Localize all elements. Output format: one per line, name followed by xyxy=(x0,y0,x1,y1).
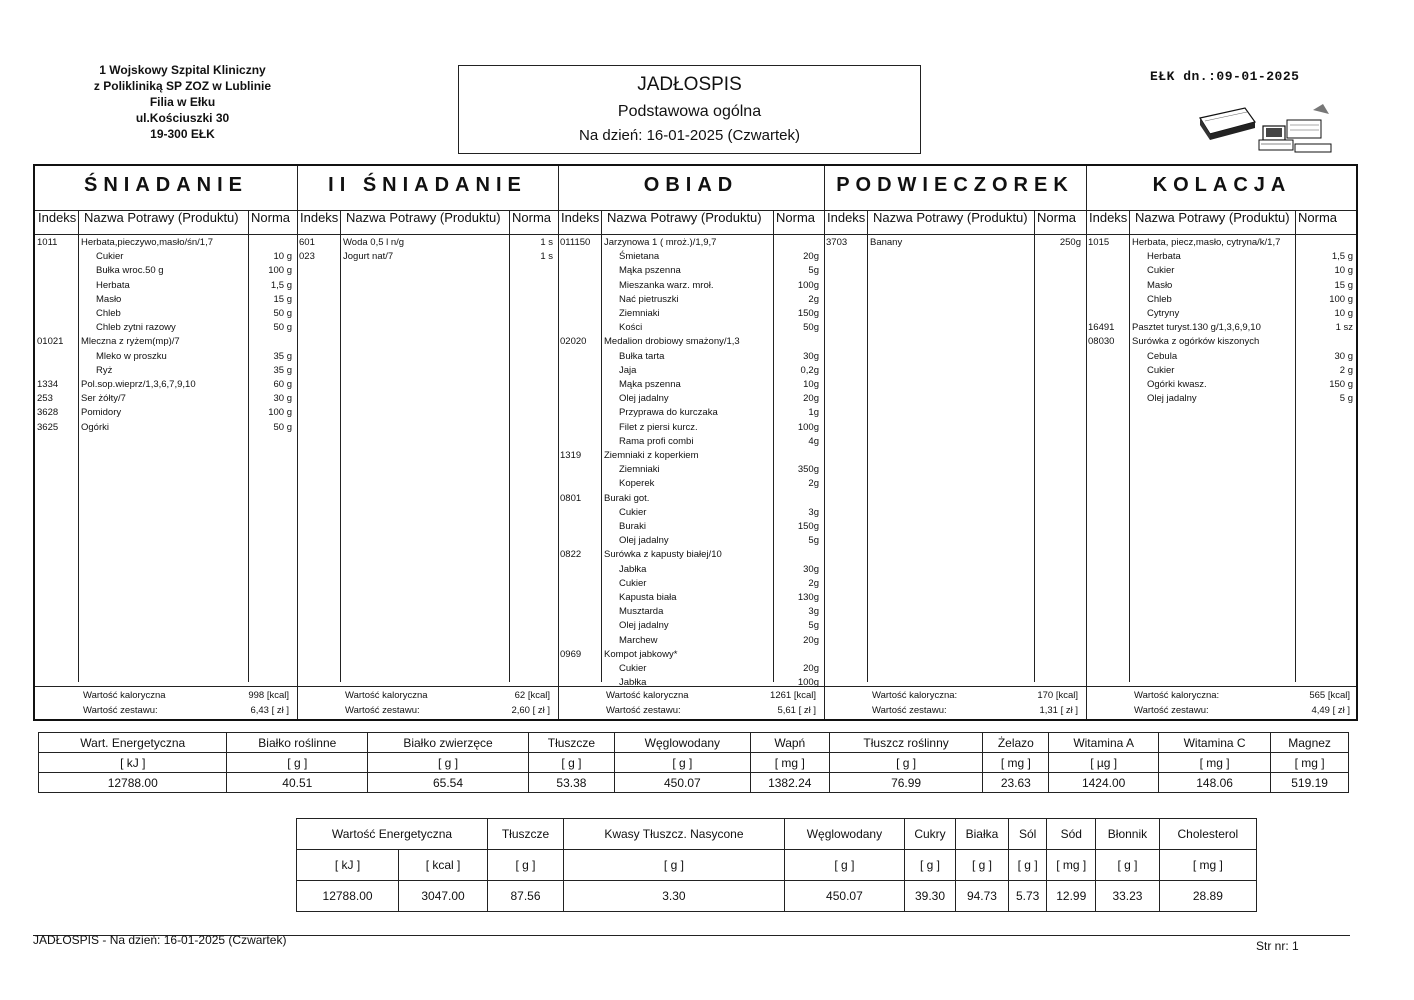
row-norm: 100g xyxy=(797,279,819,291)
row-norm: 130g xyxy=(797,592,819,603)
row-norm: 1,5 g xyxy=(1331,251,1353,263)
calorie-label: Wartość kaloryczna: xyxy=(1134,690,1220,701)
row-norm: 100 g xyxy=(1329,293,1353,305)
summary-header: Sól xyxy=(1008,819,1046,850)
row-name: Cukier xyxy=(96,251,124,263)
nutrient-header: Żelazo xyxy=(983,733,1049,753)
row-name: Przyprawa do kurczaka xyxy=(619,407,718,419)
row-norm: 3g xyxy=(808,606,819,618)
row-norm: 10 g xyxy=(1334,265,1353,277)
summary-value: 28.89 xyxy=(1159,881,1256,912)
row-index: 02020 xyxy=(560,336,587,348)
summary-unit: [ g ] xyxy=(487,850,563,881)
meal-title: II ŚNIADANIE xyxy=(328,174,527,196)
row-index: 1334 xyxy=(37,379,59,390)
column-divider xyxy=(78,210,79,682)
column-header-norm: Norma xyxy=(512,210,552,225)
row-norm: 100 g xyxy=(268,265,292,277)
row-name: Mąka pszenna xyxy=(619,265,681,277)
summary-header: Tłuszcze xyxy=(487,819,563,850)
row-index: 601 xyxy=(299,237,315,248)
row-norm: 15 g xyxy=(1334,279,1353,291)
row-name: Jarzynowa 1 ( mroż.)/1,9,7 xyxy=(604,237,717,248)
row-norm: 150 g xyxy=(1329,379,1353,390)
calorie-label: Wartość kaloryczna: xyxy=(872,690,958,701)
row-norm: 100 g xyxy=(268,407,292,419)
nutrient-value: 148.06 xyxy=(1159,773,1271,793)
nutrient-unit: [ µg ] xyxy=(1049,753,1159,773)
row-name: Olej jadalny xyxy=(619,535,669,547)
summary-unit: [ mg ] xyxy=(1047,850,1096,881)
row-name: Pasztet turyst.130 g/1,3,6,9,10 xyxy=(1132,322,1261,334)
row-norm: 5 g xyxy=(1339,393,1353,405)
summary-header: Błonnik xyxy=(1096,819,1160,850)
column-header-norm: Norma xyxy=(1037,210,1077,225)
summary-value: 12788.00 xyxy=(297,881,399,912)
row-index: 3628 xyxy=(37,407,59,419)
column-header-norm: Norma xyxy=(251,210,291,225)
nutrient-value-row xyxy=(39,773,1349,793)
hospital-line: 1 Wojskowy Szpital Kliniczny xyxy=(99,63,266,77)
calorie-value: 565 [kcal] xyxy=(1309,690,1350,701)
row-norm: 15 g xyxy=(273,293,292,305)
row-name: Cukier xyxy=(1147,265,1175,277)
summary-unit: [ g ] xyxy=(955,850,1008,881)
row-index: 3703 xyxy=(826,237,848,248)
nutrient-unit: [ mg ] xyxy=(750,753,829,773)
row-norm: 3g xyxy=(808,506,819,518)
row-name: Masło xyxy=(96,293,122,305)
row-name: Olej jadalny xyxy=(619,620,669,632)
cost-value: 5,61 [ zł ] xyxy=(777,705,816,716)
row-norm: 150g xyxy=(797,521,819,532)
cost-value: 6,43 [ zł ] xyxy=(250,705,289,716)
column-divider xyxy=(509,210,510,682)
calorie-label: Wartość kaloryczna xyxy=(83,690,166,701)
row-index: 16491 xyxy=(1088,322,1115,334)
column-header-name: Nazwa Potrawy (Produktu) xyxy=(84,210,239,225)
nutrient-unit: [ g ] xyxy=(368,753,529,773)
row-norm: 150g xyxy=(797,308,819,319)
row-index: 1319 xyxy=(560,450,582,461)
energy-header: Wartość Energetyczna xyxy=(297,819,488,850)
nutrient-value: 40.51 xyxy=(227,773,368,793)
column-divider xyxy=(1086,166,1087,719)
row-norm: 35 g xyxy=(273,364,292,376)
column-header-name: Nazwa Potrawy (Produktu) xyxy=(607,210,762,225)
row-name: Surówka z ogórków kiszonych xyxy=(1132,336,1260,348)
row-name: Jaja xyxy=(619,364,637,376)
row-name: Ser żółty/7 xyxy=(81,393,126,405)
row-norm: 1 sz xyxy=(1335,322,1353,334)
hospital-line: ul.Kościuszki 30 xyxy=(135,111,230,125)
row-name: Kapusta biała xyxy=(619,592,677,603)
summary-header: Cholesterol xyxy=(1159,819,1256,850)
column-header-index: Indeks xyxy=(300,210,339,225)
column-header-name: Nazwa Potrawy (Produktu) xyxy=(346,210,501,225)
row-norm: 1 s xyxy=(540,251,553,263)
row-norm: 5g xyxy=(808,535,819,547)
nutrient-header: Tłuszcz roślinny xyxy=(829,733,983,753)
row-norm: 30g xyxy=(803,350,819,362)
nutrient-header: Wapń xyxy=(750,733,829,753)
nutrient-value: 76.99 xyxy=(829,773,983,793)
row-name: Mleczna z ryżem(mp)/7 xyxy=(81,336,180,348)
row-norm: 20g xyxy=(803,393,819,405)
column-header-name: Nazwa Potrawy (Produktu) xyxy=(873,210,1028,225)
row-name: Pomidory xyxy=(81,407,122,419)
row-norm: 250g xyxy=(1059,237,1081,248)
row-norm: 2g xyxy=(808,577,819,589)
nutrient-value: 1424.00 xyxy=(1049,773,1159,793)
cost-label: Wartość zestawu: xyxy=(606,705,681,716)
row-name: Śmietana xyxy=(619,251,660,263)
row-name: Herbata xyxy=(96,279,130,291)
row-norm: 1g xyxy=(808,407,819,419)
page-title: JADŁOSPIS xyxy=(637,74,742,95)
row-name: Buraki xyxy=(619,521,646,532)
row-name: Cukier xyxy=(1147,364,1175,376)
nutrient-unit-row xyxy=(39,753,1349,773)
book-computer-logo xyxy=(1195,100,1335,158)
table-rule xyxy=(35,234,1356,235)
row-name: Olej jadalny xyxy=(1147,393,1197,405)
row-name: Ryż xyxy=(96,364,113,376)
row-norm: 30g xyxy=(803,563,819,575)
row-name: Kości xyxy=(619,322,643,334)
calorie-value: 62 [kcal] xyxy=(514,690,550,701)
nutrient-header: Białko roślinne xyxy=(227,733,368,753)
row-index: 023 xyxy=(299,251,315,263)
nutrient-unit: [ mg ] xyxy=(1271,753,1349,773)
row-norm: 30 g xyxy=(273,393,292,405)
row-norm: 2 g xyxy=(1339,364,1353,376)
row-norm: 10 g xyxy=(1334,308,1353,319)
row-name: Cebula xyxy=(1147,350,1178,362)
summary-value: 450.07 xyxy=(784,881,904,912)
row-name: Musztarda xyxy=(619,606,664,618)
table-rule xyxy=(35,686,1356,687)
row-norm: 2g xyxy=(808,478,819,490)
nutrient-value: 450.07 xyxy=(614,773,750,793)
document-date: EŁK dn.:09-01-2025 xyxy=(1150,69,1300,84)
column-divider xyxy=(824,166,825,719)
meal-title: PODWIECZOREK xyxy=(836,174,1074,196)
row-norm: 60 g xyxy=(273,379,292,390)
nutrient-header: Węglowodany xyxy=(614,733,750,753)
summary-header: Białka xyxy=(955,819,1008,850)
row-name: Cukier xyxy=(619,506,647,518)
cost-label: Wartość zestawu: xyxy=(872,705,947,716)
row-name: Ziemniaki z koperkiem xyxy=(604,450,699,461)
nutrient-value: 12788.00 xyxy=(39,773,227,793)
column-divider xyxy=(1129,210,1130,682)
calorie-label: Wartość kaloryczna xyxy=(345,690,428,701)
nutrient-value: 65.54 xyxy=(368,773,529,793)
row-index: 01021 xyxy=(37,336,64,348)
column-divider xyxy=(340,210,341,682)
row-norm: 50 g xyxy=(273,322,292,334)
column-header-index: Indeks xyxy=(38,210,77,225)
row-index: 1015 xyxy=(1088,237,1110,248)
row-norm: 20g xyxy=(803,634,819,646)
row-name: Ogórki kwasz. xyxy=(1147,379,1207,390)
meal-title: KOLACJA xyxy=(1152,174,1292,196)
column-divider xyxy=(558,166,559,719)
summary-header-row xyxy=(297,819,1257,850)
summary-unit-row xyxy=(297,850,1257,881)
row-norm: 30 g xyxy=(1334,350,1353,362)
summary-unit: [ mg ] xyxy=(1159,850,1256,881)
row-norm: 50 g xyxy=(273,421,292,433)
summary-header: Cukry xyxy=(905,819,956,850)
row-norm: 50 g xyxy=(273,308,292,319)
nutrient-value: 53.38 xyxy=(528,773,614,793)
row-name: Mąka pszenna xyxy=(619,379,681,390)
summary-value: 12.99 xyxy=(1047,881,1096,912)
row-index: 253 xyxy=(37,393,53,405)
row-name: Bułka wroc.50 g xyxy=(96,265,164,277)
nutrient-unit: [ g ] xyxy=(829,753,983,773)
row-name: Chleb zytni razowy xyxy=(96,322,176,334)
row-name: Cytryny xyxy=(1147,308,1180,319)
row-norm: 1,5 g xyxy=(270,279,292,291)
hospital-line: 19-300 EŁK xyxy=(150,127,215,141)
nutrient-value: 23.63 xyxy=(983,773,1049,793)
row-index: 3625 xyxy=(37,421,59,433)
row-name: Jabłka xyxy=(619,677,647,689)
row-norm: 100g xyxy=(797,421,819,433)
nutrient-unit: [ mg ] xyxy=(983,753,1049,773)
row-norm: 350g xyxy=(797,464,819,476)
summary-value-row xyxy=(297,881,1257,912)
calorie-value: 998 [kcal] xyxy=(248,690,289,701)
row-name: Kompot jabkowy* xyxy=(604,648,678,660)
nutrient-header-row xyxy=(39,733,1349,753)
row-norm: 5g xyxy=(808,265,819,277)
summary-value: 3.30 xyxy=(564,881,785,912)
row-name: Cukier xyxy=(619,577,647,589)
nutrient-unit: [ kJ ] xyxy=(39,753,227,773)
row-index: 0969 xyxy=(560,648,582,660)
row-name: Koperek xyxy=(619,478,655,490)
row-index: 1011 xyxy=(37,237,58,248)
summary-value: 33.23 xyxy=(1096,881,1160,912)
nutrition-summary-table xyxy=(296,818,1257,912)
hospital-line: Filia w Ełku xyxy=(149,95,216,109)
column-header-index: Indeks xyxy=(1089,210,1128,225)
summary-value: 87.56 xyxy=(487,881,563,912)
row-norm: 10 g xyxy=(273,251,292,263)
row-name: Herbata xyxy=(1147,251,1181,263)
row-index: 0801 xyxy=(560,492,582,504)
row-name: Ziemniaki xyxy=(619,464,660,476)
row-name: Herbata,pieczywo,masło/śn/1,7 xyxy=(81,237,214,248)
page-number: Str nr: 1 xyxy=(1256,939,1299,953)
cost-label: Wartość zestawu: xyxy=(83,705,158,716)
nutrient-unit: [ g ] xyxy=(614,753,750,773)
row-name: Marchew xyxy=(619,634,658,646)
row-name: Medalion drobiowy smażony/1,3 xyxy=(604,336,740,348)
meals-table xyxy=(33,164,1358,721)
column-header-norm: Norma xyxy=(1298,210,1338,225)
summary-value: 5.73 xyxy=(1008,881,1046,912)
row-name: Jabłka xyxy=(619,563,647,575)
summary-header: Kwasy Tłuszcz. Nasycone xyxy=(564,819,785,850)
column-header-name: Nazwa Potrawy (Produktu) xyxy=(1135,210,1290,225)
summary-unit: [ g ] xyxy=(784,850,904,881)
row-norm: 20g xyxy=(803,663,819,674)
calorie-value: 170 [kcal] xyxy=(1037,690,1078,701)
cost-value: 4,49 [ zł ] xyxy=(1311,705,1350,716)
title-box xyxy=(458,65,921,154)
row-name: Surówka z kapusty białej/10 xyxy=(604,549,722,561)
summary-header: Sód xyxy=(1047,819,1096,850)
row-norm: 1 s xyxy=(540,237,553,248)
nutrient-header: Witamina A xyxy=(1049,733,1159,753)
row-name: Filet z piersi kurcz. xyxy=(619,421,698,433)
row-norm: 10g xyxy=(803,379,819,390)
row-name: Cukier xyxy=(619,663,647,674)
row-norm: 0,2g xyxy=(800,364,819,376)
calorie-label: Wartość kaloryczna xyxy=(606,690,689,701)
row-name: Mieszanka warz. mroł. xyxy=(619,279,714,291)
summary-unit: [ g ] xyxy=(1008,850,1046,881)
nutrient-header: Wart. Energetyczna xyxy=(39,733,227,753)
row-name: Jogurt nat/7 xyxy=(343,251,394,263)
row-name: Pol.sop.wieprz/1,3,6,7,9,10 xyxy=(81,379,196,390)
column-divider xyxy=(867,210,868,682)
row-norm: 5g xyxy=(808,620,819,632)
row-norm: 50g xyxy=(803,322,819,334)
nutrients-table xyxy=(38,732,1349,793)
row-index: 0822 xyxy=(560,549,582,561)
nutrient-unit: [ mg ] xyxy=(1159,753,1271,773)
menu-date: Na dzień: 16-01-2025 (Czwartek) xyxy=(579,127,800,144)
row-name: Masło xyxy=(1147,279,1173,291)
column-divider xyxy=(1034,210,1035,682)
row-index: 011150 xyxy=(560,237,591,248)
summary-unit: [ g ] xyxy=(1096,850,1160,881)
summary-unit: [ g ] xyxy=(905,850,956,881)
row-index: 08030 xyxy=(1088,336,1115,348)
nutrient-header: Magnez xyxy=(1271,733,1349,753)
column-header-index: Indeks xyxy=(561,210,600,225)
row-name: Bułka tarta xyxy=(619,350,665,362)
summary-value: 39.30 xyxy=(905,881,956,912)
nutrient-value: 519.19 xyxy=(1271,773,1349,793)
row-name: Mleko w proszku xyxy=(96,350,167,362)
row-name: Banany xyxy=(870,237,903,248)
row-name: Chleb xyxy=(96,308,121,319)
row-name: Ziemniaki xyxy=(619,308,660,319)
row-norm: 4g xyxy=(808,435,819,447)
column-header-index: Indeks xyxy=(827,210,866,225)
row-name: Herbata, piecz,masło, cytryna/k/1,7 xyxy=(1132,237,1281,248)
row-name: Olej jadalny xyxy=(619,393,669,405)
nutrient-header: Białko zwierzęce xyxy=(368,733,529,753)
column-divider xyxy=(601,210,602,682)
row-name: Chleb xyxy=(1147,293,1172,305)
summary-header: Węglowodany xyxy=(784,819,904,850)
summary-value: 3047.00 xyxy=(399,881,488,912)
summary-unit: [ kcal ] xyxy=(399,850,488,881)
meal-title: ŚNIADANIE xyxy=(83,174,248,196)
nutrient-unit: [ g ] xyxy=(528,753,614,773)
nutrient-unit: [ g ] xyxy=(227,753,368,773)
footer-title: JADŁOSPIS - Na dzień: 16-01-2025 (Czwartek) xyxy=(33,933,287,947)
summary-unit: [ kJ ] xyxy=(297,850,399,881)
cost-value: 1,31 [ zł ] xyxy=(1039,705,1078,716)
nutrient-header: Witamina C xyxy=(1159,733,1271,753)
row-name: Buraki got. xyxy=(604,492,650,504)
hospital-address xyxy=(60,62,305,142)
row-norm: 2g xyxy=(808,293,819,305)
summary-unit: [ g ] xyxy=(564,850,785,881)
column-header-norm: Norma xyxy=(776,210,816,225)
summary-value: 94.73 xyxy=(955,881,1008,912)
meal-title: OBIAD xyxy=(643,174,739,196)
calorie-value: 1261 [kcal] xyxy=(770,690,816,701)
menu-type: Podstawowa ogólna xyxy=(617,103,762,120)
row-norm: 35 g xyxy=(273,350,292,362)
row-name: Nać pietruszki xyxy=(619,293,679,305)
hospital-line: z Polikliniką SP ZOZ w Lublinie xyxy=(93,79,272,93)
cost-label: Wartość zestawu: xyxy=(345,705,420,716)
row-name: Rama profi combi xyxy=(619,435,694,447)
row-norm: 20g xyxy=(803,251,819,263)
cost-label: Wartość zestawu: xyxy=(1134,705,1209,716)
nutrient-value: 1382.24 xyxy=(750,773,829,793)
cost-value: 2,60 [ zł ] xyxy=(511,705,550,716)
nutrient-header: Tłuszcze xyxy=(528,733,614,753)
row-norm: 100g xyxy=(797,677,819,689)
row-name: Ogórki xyxy=(81,421,109,433)
column-divider xyxy=(297,166,298,719)
row-name: Woda 0,5 l n/g xyxy=(343,237,405,248)
